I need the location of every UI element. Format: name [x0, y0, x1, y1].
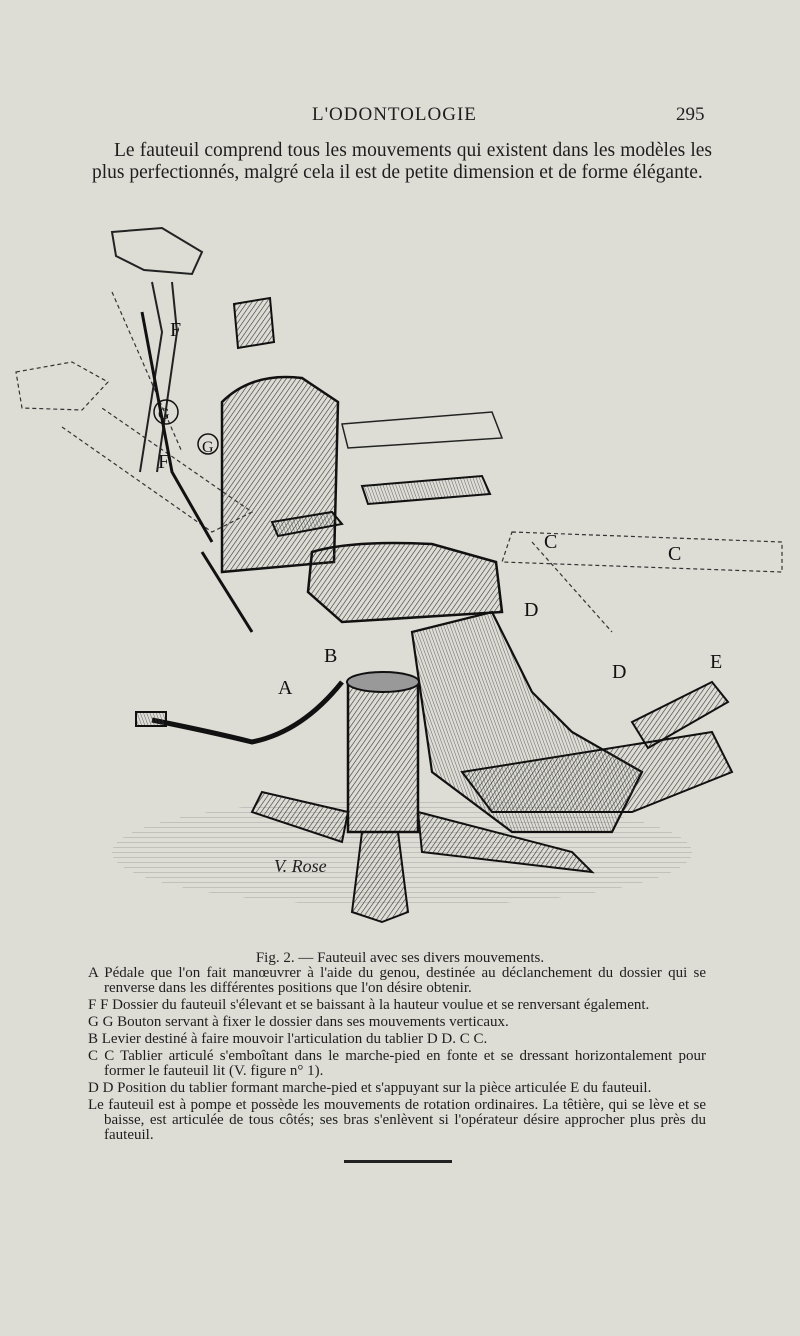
legend-item-f: F F Dossier du fauteuil s'élevant et se baissant à la hauteur voulue et se renversant également. — [88, 997, 650, 1013]
label-c-right: C — [668, 543, 682, 565]
page-number: 295 — [676, 104, 705, 125]
running-title: L'ODONTOLOGIE — [312, 104, 477, 125]
label-b: B — [324, 645, 338, 667]
pedal-plate — [136, 712, 166, 726]
label-c-left: C — [544, 531, 558, 553]
chair-headrest — [234, 298, 274, 348]
section-end-rule — [344, 1160, 452, 1163]
closing-note: Le fauteuil est à pompe et possède les mouvements de rotation ordinaires. La têtière, qui se lève et se baisse, est articulée de tous côtés; ses bras s'enlèvent si l'opérateur désire approcher plus près du fauteuil. — [88, 1097, 706, 1143]
legend-item-g: G G Bouton servant à fixer le dossier dans ses mouvements verticaux. — [88, 1014, 509, 1030]
chair-backrest — [222, 377, 338, 572]
pump-lever — [152, 682, 342, 742]
intro-paragraph — [92, 140, 712, 184]
figure-svg — [12, 212, 788, 952]
legend-item-b: B Levier destiné à faire mouvoir l'articulation du tablier D D. C C. — [88, 1031, 488, 1047]
legend-item-a: A Pédale que l'on fait manœuvrer à l'aide du genou, destinée au déclanchement du dossier qui se renverse dans les différentes positions que l'on désire obtenir. — [88, 965, 706, 996]
figure-legend — [88, 966, 706, 1143]
legend-item-c: C C Tablier articulé s'emboîtant dans le marche-pied en fonte et se dressant horizontalement pour former le fauteuil lit (V. figure n° 1). — [88, 1048, 706, 1079]
label-a: A — [278, 677, 293, 699]
figure-caption: Fig. 2. — Fauteuil avec ses divers mouvements. — [255, 950, 545, 966]
label-g-upper: G — [158, 406, 170, 423]
legend-item-d: D D Position du tablier formant marche-pied et s'appuyant sur la pièce articulée E du fauteuil. — [88, 1080, 652, 1096]
dental-chair-engraving — [12, 212, 788, 952]
label-f-upper: F — [170, 319, 182, 341]
label-f-lower: F — [158, 451, 170, 473]
chair-seat — [308, 543, 502, 622]
label-d-upper: D — [524, 599, 539, 621]
label-g-lower: G — [202, 439, 214, 456]
label-e: E — [710, 651, 723, 673]
headrest-raised — [112, 228, 202, 472]
engraver-signature: V. Rose — [274, 856, 327, 876]
intro-text: Le fauteuil comprend tous les mouvements qui existent dans les modèles les plus perfectionnés, malgré cela il est de petite dimension et de forme élégante. — [92, 140, 712, 183]
label-d-lower: D — [612, 661, 627, 683]
